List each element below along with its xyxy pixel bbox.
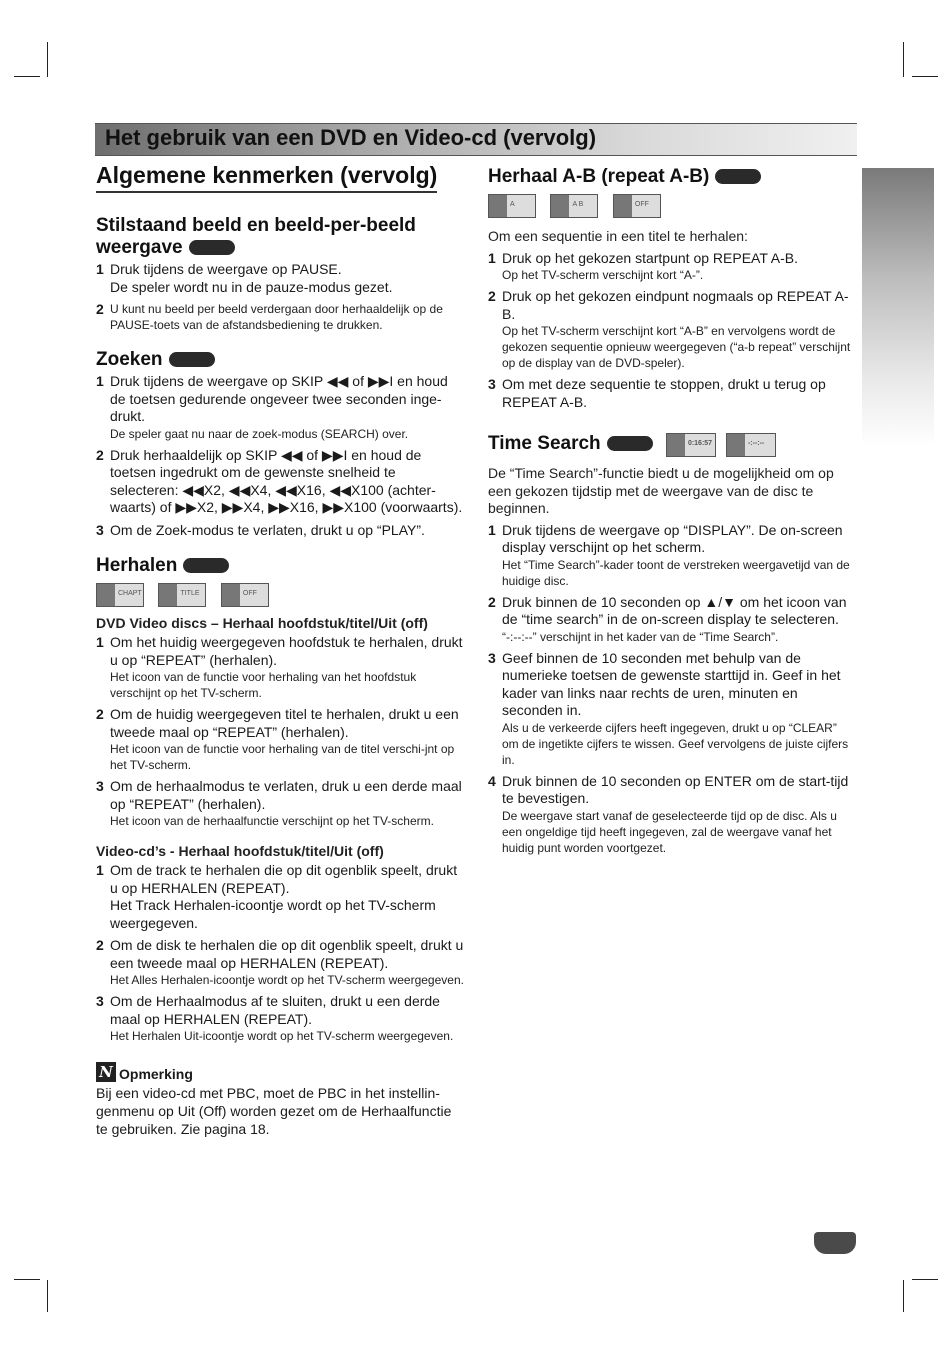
- page-title: Het gebruik van een DVD en Video-cd (vervolg): [105, 125, 597, 150]
- crop-mark: [14, 1279, 40, 1280]
- list-item: [488, 594, 856, 645]
- note-label: Opmerking: [119, 1066, 193, 1082]
- osd-off-icon: [613, 194, 661, 218]
- item-sub: De weergave start vanaf de geselecteerde tijd op de disc. Als u een ongeldige tijd heeft ingegeven, zal de weergave vanaf het huidig punt worden voortgezet.: [502, 808, 837, 855]
- left-column: [96, 162, 466, 1138]
- list-item: [488, 376, 856, 411]
- crop-mark: [903, 1280, 904, 1312]
- vcd-subheading: Video-cd’s - Herhaal hoofdstuk/titel/Uit (off): [96, 843, 384, 859]
- osd-label: OFF: [242, 590, 257, 597]
- repeat-title: Herhalen: [96, 555, 178, 576]
- list-item: [96, 261, 466, 296]
- item-number: 1: [96, 261, 104, 277]
- item-cont: De speler wordt nu in de pauze-modus gezet.: [110, 278, 393, 295]
- item-number: 1: [96, 862, 104, 878]
- item-number: 3: [96, 993, 104, 1009]
- item-text: Om de Zoek-modus te verlaten, drukt u op “PLAY”.: [110, 521, 425, 538]
- crop-mark: [14, 76, 40, 77]
- item-text: Om de disk te herhalen die op dit ogenblik speelt, drukt u een tweede maal op HERHALEN (REPEAT).: [110, 937, 464, 971]
- item-text: Druk op het gekozen eindpunt nogmaals op REPEAT A-B.: [502, 288, 849, 322]
- item-text: Druk tijdens de weergave op “DISPLAY”. De on-screen display verschijnt op het scherm.: [502, 521, 843, 555]
- item-number: 3: [488, 649, 496, 666]
- disc-badge: [607, 436, 653, 451]
- search-list: [96, 373, 466, 539]
- item-text: Druk binnen de 10 seconden op ENTER om de start-tijd te bevestigen.: [502, 772, 849, 806]
- list-item: [96, 447, 466, 517]
- osd-off-icon: [221, 583, 269, 607]
- item-number: 1: [96, 634, 104, 650]
- osd-time-icon: [666, 433, 716, 457]
- right-column: [488, 162, 856, 861]
- list-item: [96, 937, 466, 988]
- item-sub: Het icoon van de functie voor herhaling van het hoofdstuk verschijnt op het TV-scherm.: [110, 670, 417, 700]
- crop-mark: [47, 1280, 48, 1312]
- item-sub: Het Alles Herhalen-icoontje wordt op het TV-scherm weergegeven.: [110, 973, 464, 987]
- list-item: [488, 288, 856, 371]
- still-list: [96, 261, 466, 333]
- item-text: Geef binnen de 10 seconden met behulp van de numerieke toetsen de gewenste starttijd in. Geef in het kader van links naar rechts de uren, minuten en seconden in.: [502, 649, 841, 718]
- ab-title: Herhaal A-B (repeat A-B): [488, 166, 710, 187]
- repeat-osd-icons: [96, 583, 466, 607]
- item-number: 1: [488, 521, 496, 538]
- osd-title-icon: [158, 583, 206, 607]
- osd-label: -:--:--: [747, 440, 765, 447]
- still-heading: [96, 215, 466, 259]
- time-intro: De “Time Search”-functie biedt u de mogelijkheid om op een gekozen tijdstip met de weergave van de disc te beginnen.: [488, 465, 834, 516]
- item-number: 2: [96, 446, 104, 463]
- item-text: Om het huidig weergegeven hoofdstuk te herhalen, drukt u op “REPEAT” (herhalen).: [110, 634, 463, 668]
- item-sub: U kunt nu beeld per beeld verdergaan door herhaaldelijk op de PAUSE-toets van de afstandsbediening te drukken.: [110, 302, 443, 332]
- list-item: [488, 522, 856, 589]
- item-text: Om met deze sequentie te stoppen, drukt u terug op REPEAT A-B.: [502, 376, 826, 410]
- dvd-repeat-list: [96, 634, 466, 829]
- item-sub: “-:--:--” verschijnt in het kader van de “Time Search”.: [502, 629, 779, 644]
- item-text: Om de huidig weergegeven titel te herhalen, drukt u een tweede maal op “REPEAT” (herhalen).: [110, 706, 459, 740]
- item-number: 2: [488, 288, 496, 304]
- list-item: [488, 773, 856, 856]
- search-title: Zoeken: [96, 349, 163, 370]
- item-sub: Op het TV-scherm verschijnt kort “A-B” en vervolgens wordt de gekozen sequentie opnieuw weergegeven (“a-b repeat” verschijnt op de display van de DVD-speler).: [502, 324, 851, 370]
- item-sub: De speler gaat nu naar de zoek-modus (SEARCH) over.: [110, 426, 409, 441]
- item-text: Druk tijdens de weergave op PAUSE.: [110, 261, 342, 277]
- list-item: [488, 650, 856, 768]
- osd-label: OFF: [634, 201, 649, 208]
- item-number: 3: [488, 376, 496, 392]
- note-text: Bij een video-cd met PBC, moet de PBC in het instellin-genmenu op Uit (Off) worden gezet om de Herhaalfunctie te gebruiken. Zie pagina 18.: [96, 1085, 452, 1137]
- list-item: [96, 862, 466, 932]
- osd-label: TITLE: [180, 590, 200, 597]
- list-item: [488, 250, 856, 284]
- osd-time-empty-icon: [726, 433, 776, 457]
- osd-chapter-icon: [96, 583, 144, 607]
- page-number-tab: [814, 1232, 856, 1254]
- item-text: Om de herhaalmodus te verlaten, druk u een derde maal op “REPEAT” (herhalen).: [110, 778, 462, 812]
- crop-mark: [912, 1279, 938, 1280]
- osd-ab-icon: [550, 194, 598, 218]
- item-number: 2: [96, 301, 104, 317]
- note-heading: [96, 1062, 466, 1082]
- ab-list: [488, 250, 856, 412]
- disc-badge: [183, 558, 229, 573]
- note-box: [96, 1062, 466, 1138]
- osd-label: 0:16:57: [687, 440, 713, 447]
- page-header: [95, 123, 857, 156]
- list-item: [96, 993, 466, 1044]
- time-list: [488, 522, 856, 856]
- item-sub: Het “Time Search”-kader toont de verstreken weergavetijd van de huidige disc.: [502, 557, 850, 588]
- repeat-heading: [96, 555, 466, 577]
- osd-a-icon: [488, 194, 536, 218]
- note-icon: N: [96, 1062, 116, 1082]
- item-number: 3: [96, 778, 104, 794]
- item-text: Om de track te herhalen die op dit ogenblik speelt, drukt u op HERHALEN (REPEAT).: [110, 862, 458, 896]
- ab-heading: [488, 166, 856, 188]
- crop-mark: [912, 76, 938, 77]
- dvd-subheading: DVD Video discs – Herhaal hoofdstuk/titel/Uit (off): [96, 615, 428, 631]
- item-sub: Op het TV-scherm verschijnt kort “A-”.: [502, 268, 704, 282]
- item-number: 1: [488, 249, 496, 266]
- list-item: [96, 522, 466, 540]
- item-number: 3: [96, 521, 104, 538]
- vcd-repeat-list: [96, 862, 466, 1044]
- ab-osd-icons: [488, 194, 856, 218]
- item-number: 4: [488, 772, 496, 789]
- osd-label: A B: [572, 201, 584, 208]
- ab-intro: Om een sequentie in een titel te herhalen:: [488, 228, 748, 244]
- item-sub: Het icoon van de herhaalfunctie verschijnt op het TV-scherm.: [110, 814, 434, 828]
- disc-badge: [189, 240, 235, 255]
- still-title: Stilstaand beeld en beeld-per-beeld weergave: [96, 215, 416, 258]
- item-number: 2: [96, 937, 104, 953]
- list-item: [96, 706, 466, 773]
- item-number: 1: [96, 373, 104, 389]
- crop-mark: [47, 42, 48, 77]
- item-text: Om de Herhaalmodus af te sluiten, drukt u een derde maal op HERHALEN (REPEAT).: [110, 993, 440, 1027]
- osd-label: CHAPT: [118, 590, 142, 597]
- time-heading: [488, 433, 856, 457]
- item-cont: Het Track Herhalen-icoontje wordt op het TV-scherm weergegeven.: [110, 897, 436, 931]
- section-title: Algemene kenmerken (vervolg): [96, 162, 437, 193]
- time-title: Time Search: [488, 433, 601, 454]
- item-sub: Het Herhalen Uit-icoontje wordt op het TV-scherm weergegeven.: [110, 1029, 454, 1043]
- item-text: Druk tijdens de weergave op SKIP ◀◀ of ▶▶I en houd de toetsen gedurende ongeveer twee seconden inge-drukt.: [110, 373, 448, 424]
- list-item: [96, 373, 466, 442]
- item-sub: Het icoon van de functie voor herhaling van de titel verschi-jnt op het TV-scherm.: [110, 742, 455, 772]
- osd-label: A: [510, 201, 515, 208]
- list-item: [96, 301, 466, 333]
- search-heading: [96, 349, 466, 371]
- item-text: Druk herhaaldelijk op SKIP ◀◀ of ▶▶I en houd de toetsen ingedrukt om de gewenste snelheid te selecteren: ◀◀X2, ◀◀X4, ◀◀X16, ◀◀X100 (achter-waarts) of ▶▶X2, ▶▶X4, ▶▶X16, ▶▶X100 (voorwaarts).: [110, 446, 463, 515]
- item-sub: Als u de verkeerde cijfers heeft ingegeven, drukt u op “CLEAR” om de ingetikte cijfers te wissen. Geef vervolgens de juiste cijfers in.: [502, 720, 849, 767]
- list-item: [96, 778, 466, 829]
- crop-mark: [903, 42, 904, 77]
- item-number: 2: [488, 593, 496, 610]
- side-tab: [862, 168, 934, 446]
- item-text: Druk binnen de 10 seconden op ▲/▼ om het icoon van de “time search” in de on-screen display te selecteren.: [502, 593, 847, 627]
- list-item: [96, 634, 466, 701]
- disc-badge: [169, 352, 215, 367]
- disc-badge: [715, 169, 761, 184]
- item-number: 2: [96, 706, 104, 722]
- item-text: Druk op het gekozen startpunt op REPEAT A-B.: [502, 249, 798, 266]
